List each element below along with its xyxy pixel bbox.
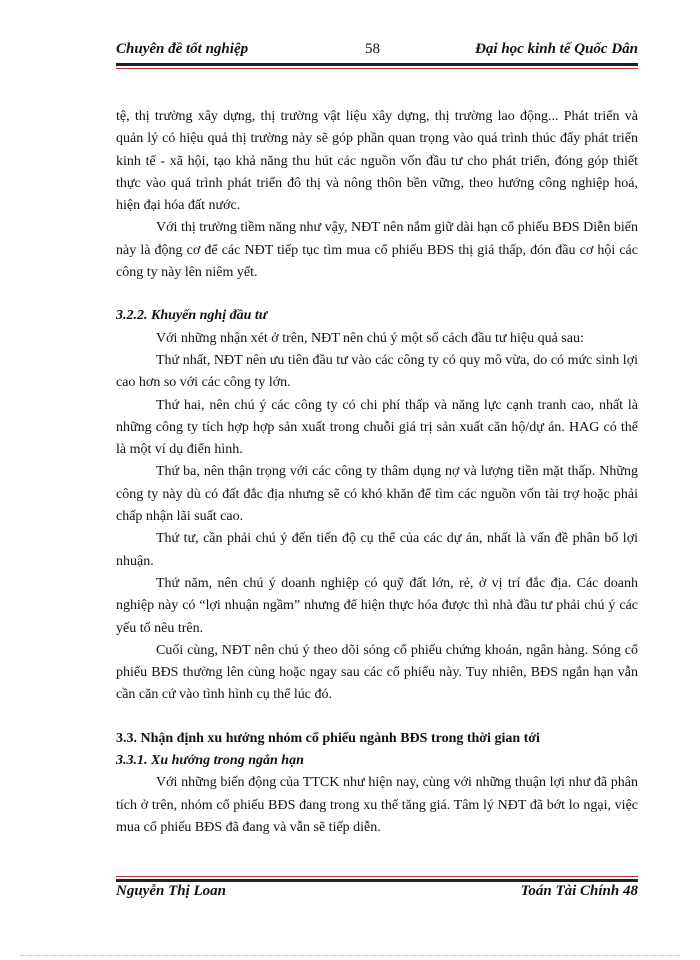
section-heading-3-2-2: 3.2.2. Khuyến nghị đầu tư [116, 308, 268, 324]
header-rule-accent [116, 68, 638, 69]
document-body [116, 106, 638, 839]
paragraph: Thứ tư, cần phải chú ý đến tiến độ cụ thể của các dự án, nhất là vấn đề phân bổ lợi nhuận. [116, 531, 638, 569]
paragraph: Thứ ba, nên thận trọng với các công ty thâm dụng nợ và lượng tiền mặt thấp. Những công ty này dù có đất đắc địa nhưng sẽ có khó khăn để tìm các nguồn vốn tài trợ hoặc phải chấp nhận lãi suất cao. [116, 464, 638, 525]
paragraph: Với những nhận xét ở trên, NĐT nên chú ý một số cách đầu tư hiệu quả sau: [156, 330, 584, 346]
footer-rule [116, 879, 638, 882]
paragraph: Thứ nhất, NĐT nên ưu tiên đầu tư vào các công ty có quy mô vừa, do có mức sinh lợi cao hơn so với các công ty lớn. [116, 352, 638, 391]
header-rule [116, 63, 638, 66]
page-edge-divider [20, 955, 680, 956]
page-number: 58 [365, 41, 380, 57]
page-header [116, 41, 638, 61]
paragraph: Cuối cùng, NĐT nên chú ý theo dõi sóng cổ phiếu chứng khoán, ngân hàng. Sóng cổ phiếu BĐS thường lên cùng hoặc ngay sau các cổ phiếu này. Tuy nhiên, BĐS ngắn hạn vẫn cần căn cứ vào tình hình cụ thể lúc đó. [116, 642, 638, 703]
paragraph: Thứ năm, nên chú ý doanh nghiệp có quỹ đất lớn, rẻ, ở vị trí đắc địa. Các doanh nghiệp này có “lợi nhuận ngầm” nhưng để hiện thực hóa được thì nhà đầu tư phải chú ý các yếu tố nêu trên. [116, 575, 638, 636]
paragraph: Với thị trường tiềm năng như vậy, NĐT nên nắm giữ dài hạn cổ phiếu BĐS Diễn biến này là động cơ để các NĐT tiếp tục tìm mua cổ phiếu BĐS thị giá thấp, đón đầu cơ hội các công ty này lên niêm yết. [116, 220, 638, 281]
page-footer [116, 883, 638, 903]
footer-class: Toán Tài Chính 48 [520, 883, 638, 899]
paragraph: tệ, thị trường xây dựng, thị trường vật liệu xây dựng, thị trường lao động... Phát triển và quản lý có hiệu quả thị trường này sẽ góp phần quan trọng vào quá trình thúc đẩy phát triển kinh tế - xã hội, tạo khả năng thu hút các nguồn vốn đầu tư cho phát triển, đóng góp thiết thực vào quá trình phát triển đô thị và nông thôn bền vững, theo hướng công nghiệp hoá, hiện đại hóa đất nước. [116, 109, 638, 214]
header-university: Đại học kinh tế Quốc Dân [475, 41, 638, 57]
footer-rule-accent [116, 876, 638, 877]
paragraph: Thứ hai, nên chú ý các công ty có chi phí thấp và năng lực cạnh tranh cao, nhất là những công ty tích hợp hợp sản xuất trong chuỗi giá trị sản xuất căn hộ/dự án. HAG có thể là một ví dụ điển hình. [116, 397, 638, 458]
paragraph: Với những biến động của TTCK như hiện nay, cùng với những thuận lợi như đã phân tích ở trên, nhóm cổ phiếu BĐS đang trong xu thế tăng giá. Tâm lý NĐT đã bớt lo ngại, việc mua cổ phiếu BĐS đã đang và vẫn sẽ tiếp diễn. [116, 775, 638, 835]
footer-author: Nguyễn Thị Loan [116, 883, 227, 899]
header-thesis-title: Chuyên đề tốt nghiệp [116, 41, 249, 57]
section-heading-3-3: 3.3. Nhận định xu hướng nhóm cổ phiếu ngành BĐS trong thời gian tới [116, 730, 540, 746]
section-heading-3-3-1: 3.3.1. Xu hướng trong ngắn hạn [116, 753, 304, 769]
